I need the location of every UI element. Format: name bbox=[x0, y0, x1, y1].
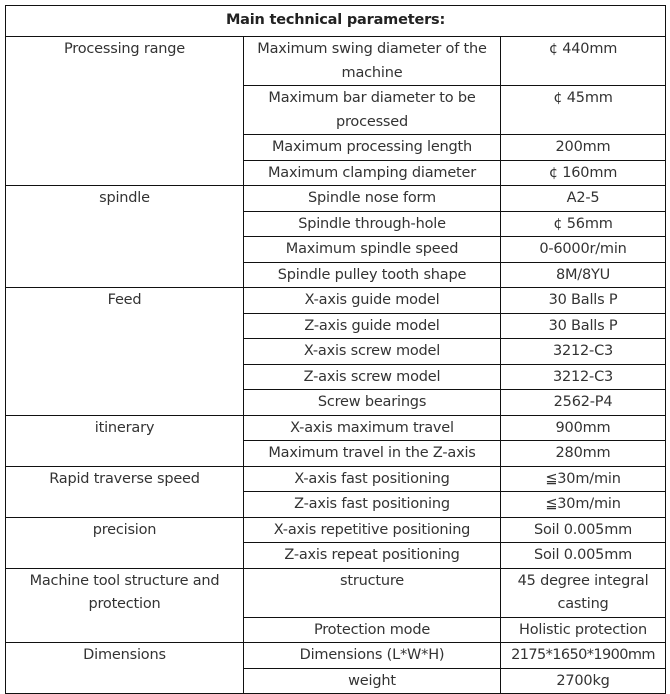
parameter-value-cell: 8M/8YU bbox=[501, 262, 666, 288]
parameter-value-cell: 280mm bbox=[501, 441, 666, 467]
parameter-value-cell: 45 degree integral casting bbox=[501, 568, 666, 617]
parameter-value-cell: 900mm bbox=[501, 415, 666, 441]
parameter-name-cell: Z-axis screw model bbox=[244, 364, 501, 390]
parameter-value-cell: 2562-P4 bbox=[501, 390, 666, 416]
group-name-cell: Dimensions bbox=[6, 643, 244, 694]
parameter-value-cell: ¢ 160mm bbox=[501, 160, 666, 186]
parameter-value-cell: Holistic protection bbox=[501, 617, 666, 643]
parameter-name-cell: Z-axis guide model bbox=[244, 313, 501, 339]
parameter-value-cell: 0-6000r/min bbox=[501, 237, 666, 263]
group-name-cell: spindle bbox=[6, 186, 244, 288]
parameter-value-cell: Soil 0.005mm bbox=[501, 517, 666, 543]
parameter-value-cell: ≦30m/min bbox=[501, 466, 666, 492]
table-row bbox=[6, 568, 666, 617]
parameter-value-cell: ¢ 440mm bbox=[501, 37, 666, 86]
parameter-name-cell: X-axis repetitive positioning bbox=[244, 517, 501, 543]
parameter-name-cell: Spindle pulley tooth shape bbox=[244, 262, 501, 288]
parameter-value-cell: ¢ 45mm bbox=[501, 86, 666, 135]
parameter-value-cell: Soil 0.005mm bbox=[501, 543, 666, 569]
parameter-name-cell: Maximum spindle speed bbox=[244, 237, 501, 263]
group-name-cell: Rapid traverse speed bbox=[6, 466, 244, 517]
parameter-name-cell: Protection mode bbox=[244, 617, 501, 643]
parameter-value-cell: 30 Balls P bbox=[501, 288, 666, 314]
parameter-name-cell: Screw bearings bbox=[244, 390, 501, 416]
parameter-value-cell: 2700kg bbox=[501, 668, 666, 694]
table-title-row bbox=[6, 6, 666, 37]
parameter-name-cell: X-axis fast positioning bbox=[244, 466, 501, 492]
parameter-name-cell: X-axis screw model bbox=[244, 339, 501, 365]
parameter-name-cell: Spindle through-hole bbox=[244, 211, 501, 237]
parameter-name-cell: Maximum bar diameter to be processed bbox=[244, 86, 501, 135]
parameter-name-cell: Maximum travel in the Z-axis bbox=[244, 441, 501, 467]
parameter-name-cell: structure bbox=[244, 568, 501, 617]
table-row bbox=[6, 186, 666, 212]
group-name-cell: Processing range bbox=[6, 37, 244, 186]
parameter-name-cell: Dimensions (L*W*H) bbox=[244, 643, 501, 669]
parameter-value-cell: 3212-C3 bbox=[501, 364, 666, 390]
parameter-value-cell: 30 Balls P bbox=[501, 313, 666, 339]
parameter-name-cell: Spindle nose form bbox=[244, 186, 501, 212]
table-row bbox=[6, 643, 666, 669]
group-name-cell: precision bbox=[6, 517, 244, 568]
parameter-value-cell: 2175*1650*1900mm bbox=[501, 643, 666, 669]
table-title: Main technical parameters: bbox=[6, 6, 666, 37]
table-row bbox=[6, 37, 666, 86]
parameter-name-cell: Z-axis fast positioning bbox=[244, 492, 501, 518]
group-name-cell: itinerary bbox=[6, 415, 244, 466]
table-row bbox=[6, 466, 666, 492]
parameter-name-cell: X-axis maximum travel bbox=[244, 415, 501, 441]
group-name-cell: Machine tool structure and protection bbox=[6, 568, 244, 643]
table-row bbox=[6, 517, 666, 543]
parameter-value-cell: ¢ 56mm bbox=[501, 211, 666, 237]
table-row bbox=[6, 415, 666, 441]
parameter-value-cell: ≦30m/min bbox=[501, 492, 666, 518]
table-body bbox=[6, 37, 666, 694]
parameter-name-cell: Z-axis repeat positioning bbox=[244, 543, 501, 569]
parameter-value-cell: A2-5 bbox=[501, 186, 666, 212]
parameter-name-cell: Maximum processing length bbox=[244, 135, 501, 161]
parameter-value-cell: 200mm bbox=[501, 135, 666, 161]
technical-parameters-table bbox=[5, 5, 666, 694]
parameter-name-cell: Maximum clamping diameter bbox=[244, 160, 501, 186]
group-name-cell: Feed bbox=[6, 288, 244, 416]
parameter-name-cell: X-axis guide model bbox=[244, 288, 501, 314]
parameter-name-cell: Maximum swing diameter of the machine bbox=[244, 37, 501, 86]
table-row bbox=[6, 288, 666, 314]
parameter-name-cell: weight bbox=[244, 668, 501, 694]
parameter-value-cell: 3212-C3 bbox=[501, 339, 666, 365]
